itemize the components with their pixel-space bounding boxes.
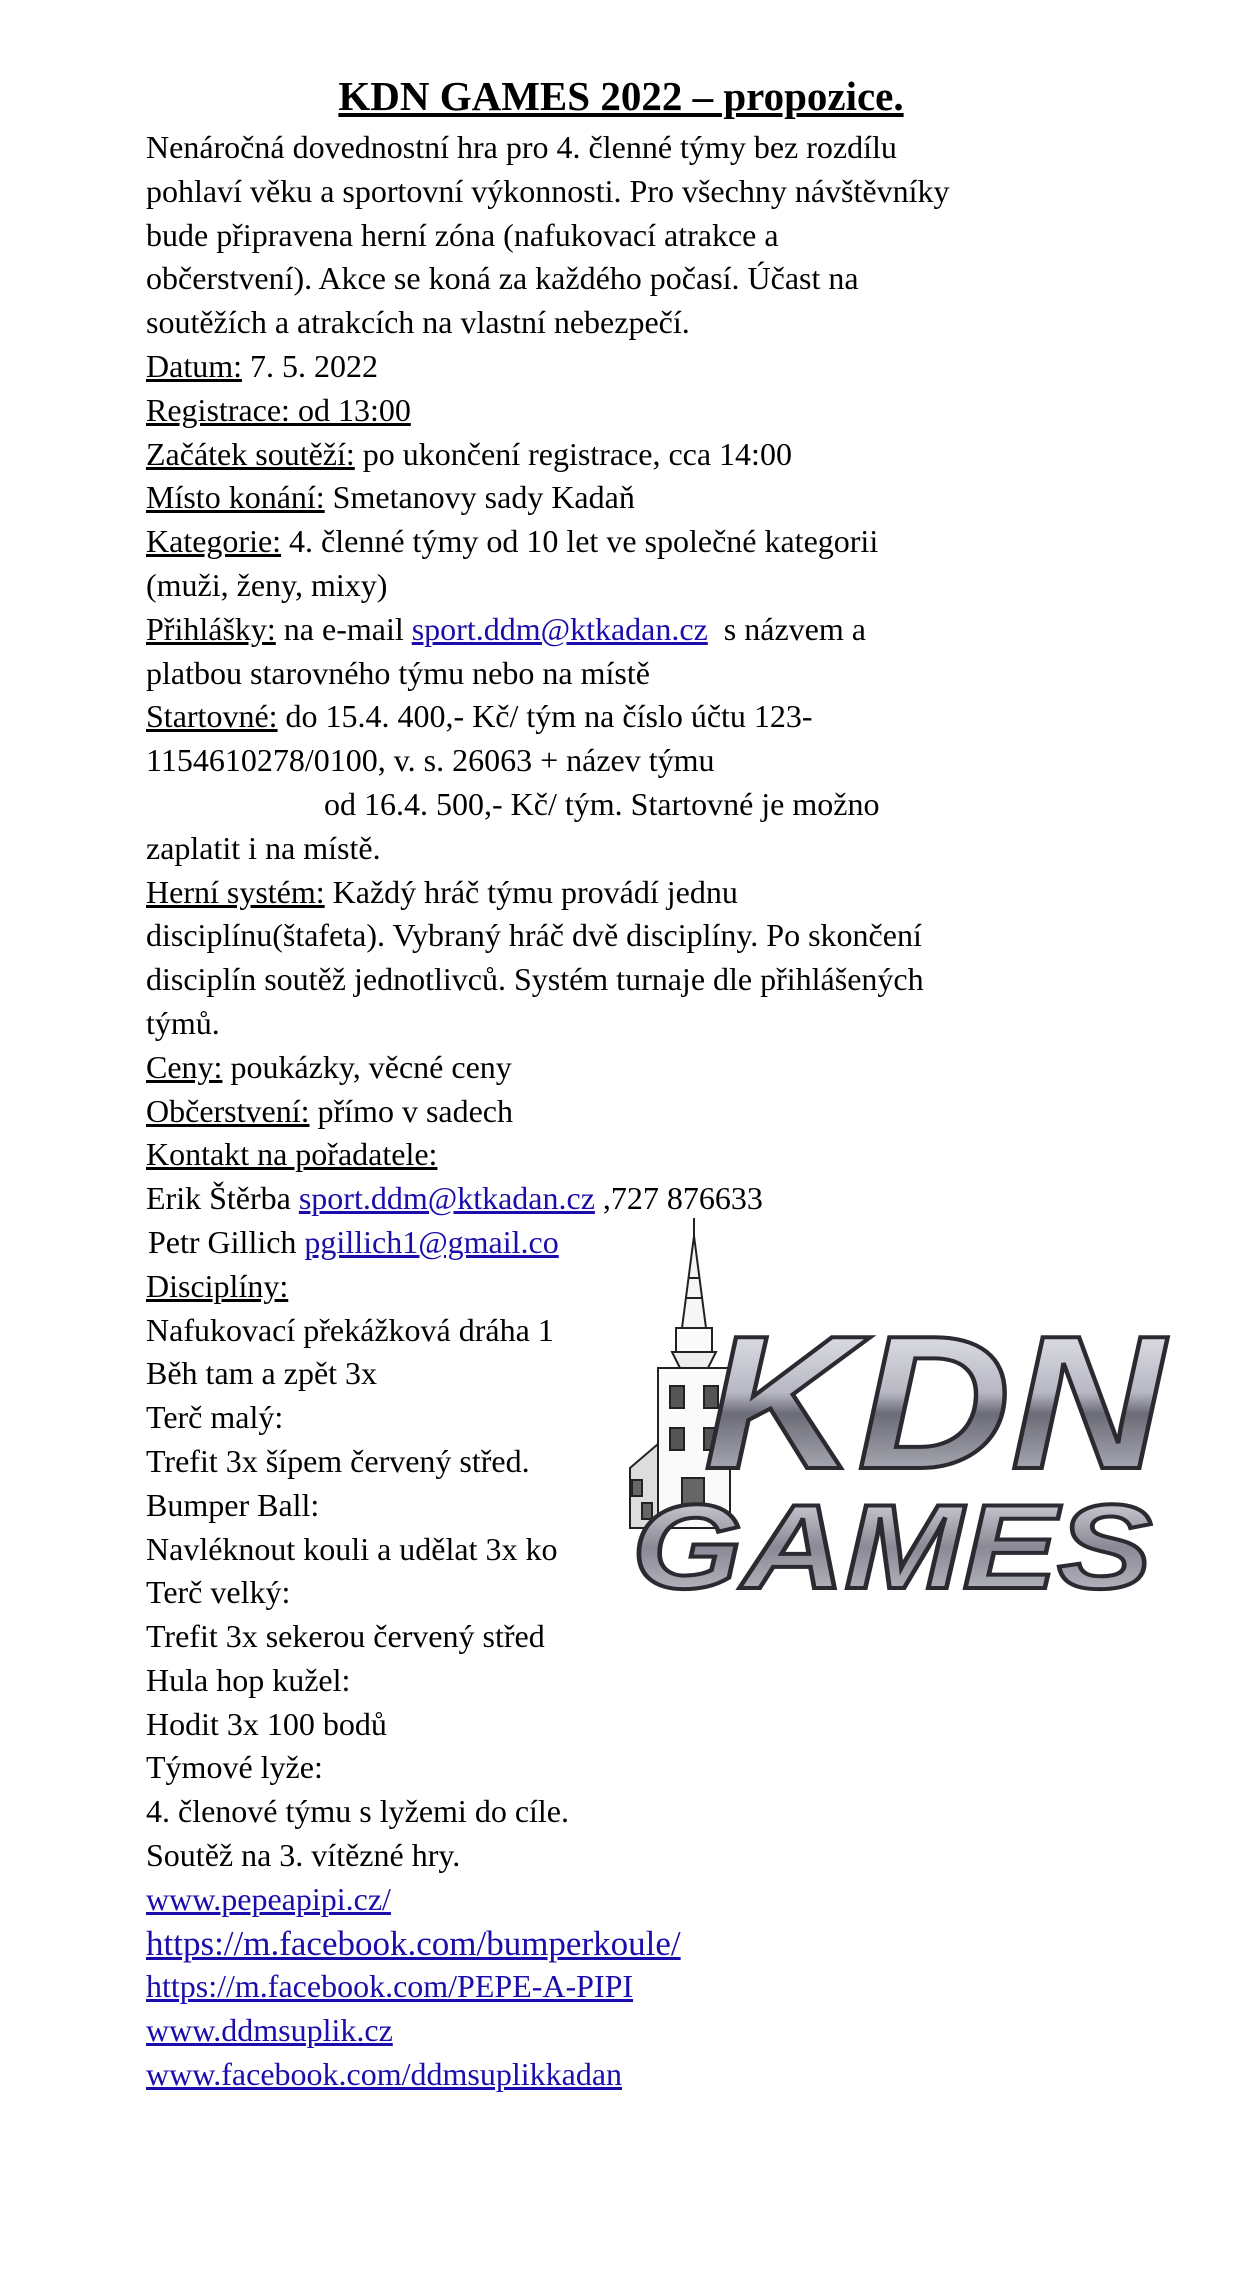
intro-line: Nenáročná dovednostní hra pro 4. členné týmy bez rozdílu xyxy=(146,129,897,165)
kontakt-row xyxy=(146,1133,1126,1177)
intro-line: soutěžích a atrakcích na vlastní nebezpečí. xyxy=(146,304,690,341)
kdn-games-logo-graphic xyxy=(612,1218,1182,1688)
ceny-label: Ceny: xyxy=(146,1048,223,1085)
erik-name: Erik Štěrba xyxy=(146,1180,299,1217)
erik-email-link[interactable]: sport.ddm@ktkadan.cz xyxy=(298,1180,595,1217)
link-row xyxy=(146,1965,1126,2009)
obcerstveni-row xyxy=(146,1090,1126,1134)
discipline-line: Bumper Ball: xyxy=(146,1486,320,1523)
ddmsuplik-link[interactable]: www.ddmsuplik.cz xyxy=(146,2012,393,2049)
intro-line: občerstvení). Akce se koná za každého počasí. Účast na xyxy=(146,260,859,297)
intro-line: bude připravena herní zóna (nafukovací atrakce a xyxy=(146,216,779,253)
discipline-line: Běh tam a zpět 3x xyxy=(146,1355,378,1392)
pepeapipi-link[interactable]: www.pepeapipi.cz/ xyxy=(146,1880,391,1917)
obcerstveni-label: Občerstvení: xyxy=(146,1092,310,1129)
prihlasky-value: na e-mail xyxy=(275,610,412,647)
startovne-row xyxy=(146,695,1126,739)
kategorie-line2: (muži, ženy, mixy) xyxy=(146,566,388,603)
herni-label: Herní systém: xyxy=(146,873,325,910)
datum-value: 7. 5. 2022 xyxy=(241,347,378,384)
prihlasky-label: Přihlášky: xyxy=(146,610,276,647)
discipline-line: Nafukovací překážková dráha 1 xyxy=(146,1311,554,1348)
registrace-row xyxy=(146,389,1126,433)
discipline-line: Trefit 3x šípem červený střed. xyxy=(146,1442,530,1479)
petr-email-link[interactable]: pgillich1@gmail.co xyxy=(304,1223,559,1260)
prihlasky-line2: platbou starovného týmu nebo na místě xyxy=(146,654,650,691)
logo-games-text: GAMES xyxy=(632,1480,1152,1614)
discipline-line: Navléknout kouli a udělat 3x ko xyxy=(146,1530,558,1567)
link-row xyxy=(146,1922,1126,1966)
datum-row xyxy=(146,345,1126,389)
discipline-line: Soutěž na 3. vítězné hry. xyxy=(146,1837,461,1874)
link-row xyxy=(146,2053,1126,2097)
petr-name: Petr Gillich xyxy=(148,1223,305,1260)
startovne-line4: zaplatit i na místě. xyxy=(146,829,381,866)
intro-line: pohlaví věku a sportovní výkonnosti. Pro všechny návštěvníky xyxy=(146,172,950,209)
ceny-row xyxy=(146,1046,1126,1090)
misto-row xyxy=(146,476,1126,520)
obcerstveni-value: přímo v sadech xyxy=(309,1092,513,1129)
kontakt-label: Kontakt na pořadatele: xyxy=(146,1136,438,1173)
kategorie-row xyxy=(146,520,1126,564)
datum-label: Datum: xyxy=(146,347,242,384)
discipline-line: Terč malý: xyxy=(146,1399,284,1436)
registrace-label: Registrace: od 13:00 xyxy=(146,391,411,428)
zacatek-label: Začátek soutěží: xyxy=(146,435,355,472)
herni-line3: disciplín soutěž jednotlivců. Systém turnaje dle přihlášených xyxy=(146,961,924,998)
startovne-line3: od 16.4. 500,- Kč/ tým. Startovné je možno xyxy=(324,785,880,822)
kdn-games-logo xyxy=(612,1218,1182,1688)
ddmsuplik-facebook-link[interactable]: www.facebook.com/ddmsuplikkadan xyxy=(146,2056,623,2093)
zacatek-row xyxy=(146,433,1126,477)
discipliny-label: Disciplíny: xyxy=(146,1267,289,1304)
zacatek-value: po ukončení registrace, cca 14:00 xyxy=(354,435,792,472)
herni-line2: disciplínu(štafeta). Vybraný hráč dvě disciplíny. Po skončení xyxy=(146,917,922,954)
herni-value: Každý hráč týmu provádí jednu xyxy=(324,873,738,910)
kdn-letters xyxy=(704,1297,1168,1509)
kategorie-label: Kategorie: xyxy=(146,523,282,560)
misto-label: Místo konání: xyxy=(146,479,325,516)
link-row xyxy=(146,1878,1126,1922)
page-title: KDN GAMES 2022 – propozice. xyxy=(338,73,904,119)
startovne-line2: 1154610278/0100, v. s. 26063 + název týmu xyxy=(146,742,715,779)
discipline-line: Hodit 3x 100 bodů xyxy=(146,1705,387,1742)
kategorie-value: 4. členné týmy od 10 let ve společné kategorii xyxy=(281,523,879,560)
herni-line4: týmů. xyxy=(146,1004,220,1041)
pepe-a-pipi-link[interactable]: https://m.facebook.com/PEPE-A-PIPI xyxy=(146,1968,634,2005)
erik-row xyxy=(146,1177,1126,1221)
document-body xyxy=(146,126,1126,2097)
ceny-value: poukázky, věcné ceny xyxy=(222,1048,512,1085)
startovne-label: Startovné: xyxy=(146,698,278,735)
misto-value: Smetanovy sady Kadaň xyxy=(324,479,635,516)
startovne-value: do 15.4. 400,- Kč/ tým na číslo účtu 123- xyxy=(277,698,813,735)
discipline-line: Terč velký: xyxy=(146,1574,291,1611)
discipline-line: Hula hop kužel: xyxy=(146,1661,351,1698)
bumperkoule-link[interactable]: https://m.facebook.com/bumperkoule/ xyxy=(146,1923,681,1963)
discipline-line: Týmové lyže: xyxy=(146,1749,323,1786)
games-letters xyxy=(632,1480,1152,1614)
link-row xyxy=(146,2009,1126,2053)
prihlasky-row xyxy=(146,608,1126,652)
herni-row xyxy=(146,871,1126,915)
prihlasky-value2: s názvem a xyxy=(707,610,866,647)
discipline-line: 4. členové týmu s lyžemi do cíle. xyxy=(146,1793,569,1830)
prihlasky-email-link[interactable]: sport.ddm@ktkadan.cz xyxy=(411,610,708,647)
discipline-line: Trefit 3x sekerou červený střed xyxy=(146,1618,545,1655)
erik-phone: ,727 876633 xyxy=(594,1180,763,1217)
logo-kdn-text: KDN xyxy=(704,1297,1169,1509)
